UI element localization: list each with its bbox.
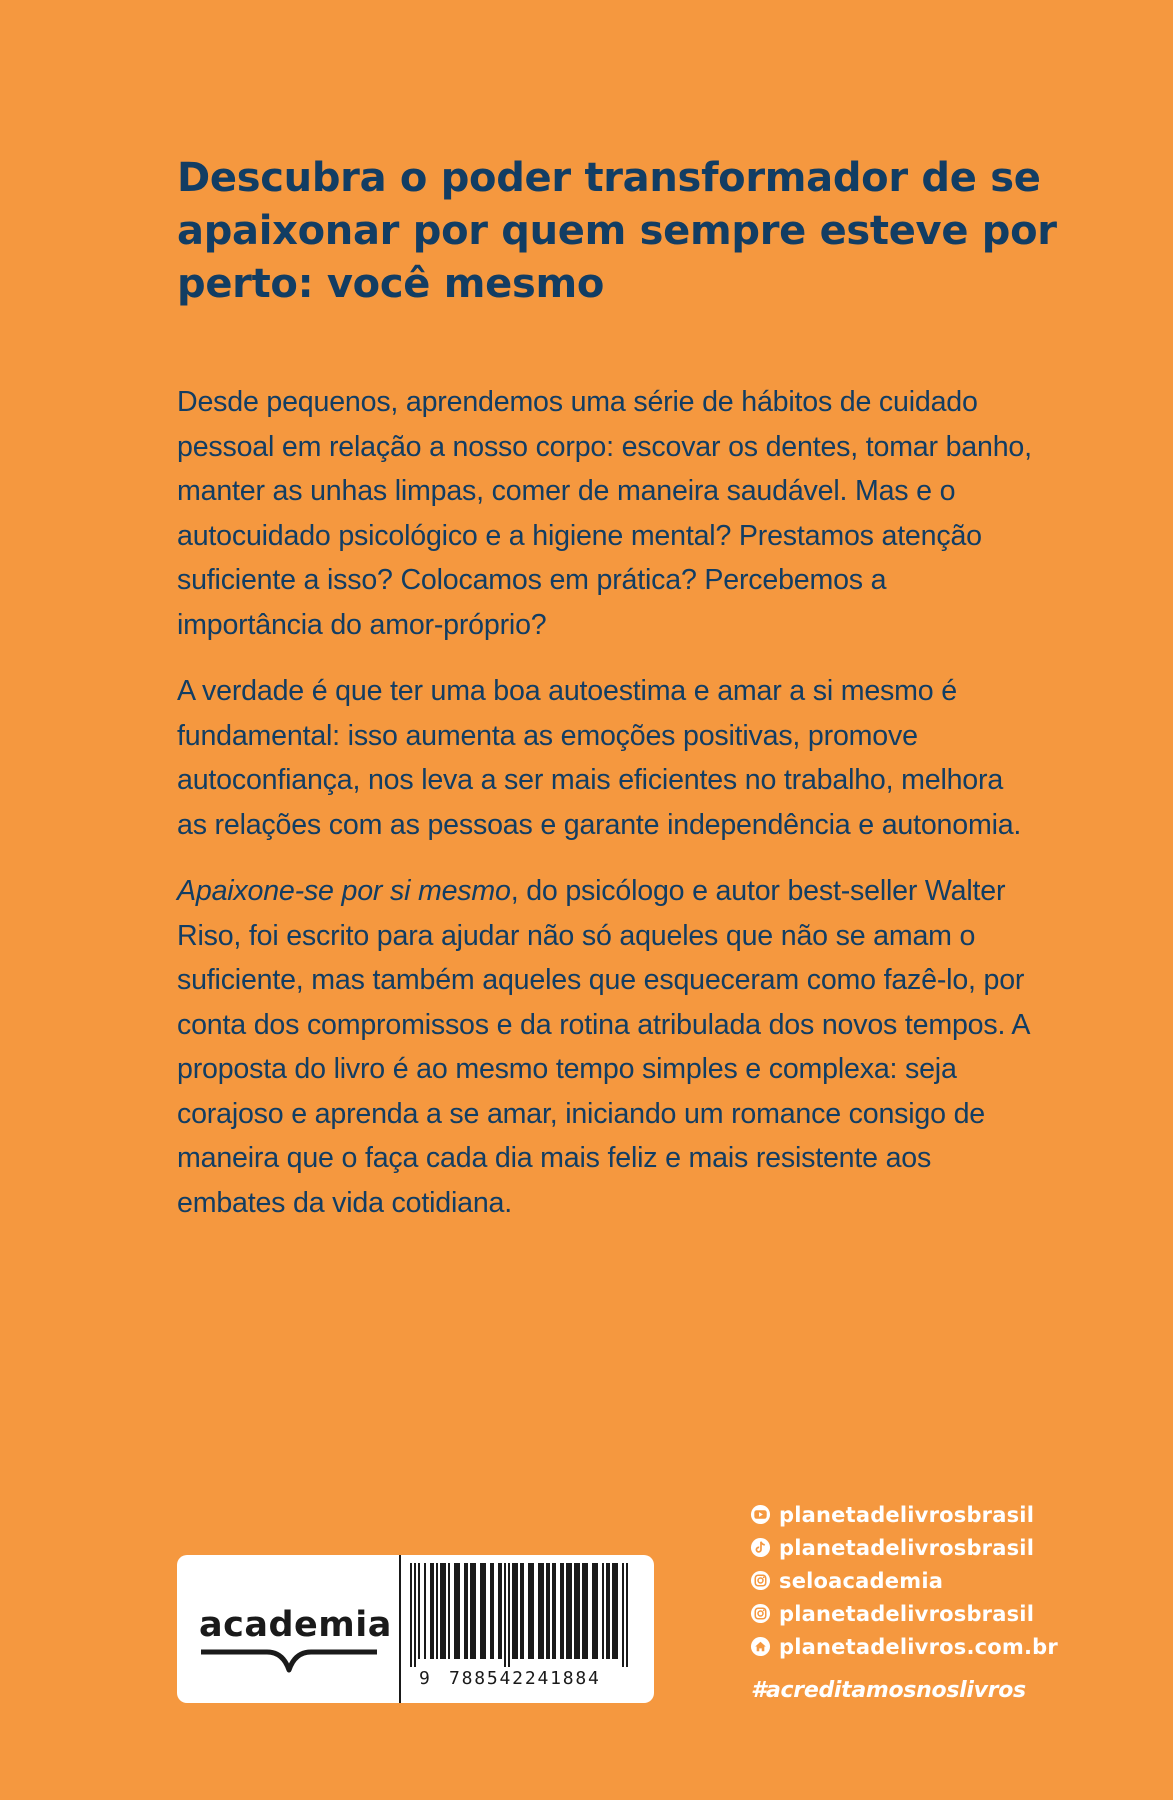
- social-links: [750, 1498, 1170, 1663]
- barcode-bar: [560, 1563, 564, 1659]
- instagram-icon: [750, 1570, 771, 1591]
- barcode-bar: [520, 1563, 524, 1659]
- paragraph-3-text: , do psicólogo e autor best-seller Walter Riso, foi escrito para ajudar não só aqueles que não se amam o suficiente, mas também aqueles que esqueceram como fazê-lo, por conta dos compromissos e da rotina atribulada dos novos tempos. A proposta do livro é ao mesmo tempo simples e complexa: seja corajoso e aprenda a se amar, iniciando um romance consigo de maneira que o faça cada dia mais feliz e mais resistente aos embates da vida cotidiana.: [177, 875, 1029, 1219]
- barcode-bar: [592, 1563, 598, 1659]
- publisher-logo-text: academia: [199, 1605, 392, 1645]
- social-label: planetadelivros.com.br: [779, 1634, 1058, 1659]
- isbn-lead-digit: 9: [419, 1668, 430, 1689]
- barcode-bar: [414, 1563, 416, 1667]
- barcode-bar: [490, 1563, 494, 1659]
- description: [177, 380, 1037, 1247]
- barcode-bar: [424, 1563, 426, 1659]
- barcode-bar: [512, 1563, 518, 1659]
- social-label: planetadelivrosbrasil: [779, 1502, 1035, 1527]
- barcode-bar: [464, 1563, 468, 1659]
- logo-book-mark-icon: [199, 1648, 379, 1678]
- barcode-bar: [454, 1563, 460, 1659]
- barcode-bar: [508, 1563, 510, 1667]
- barcode-bar: [448, 1563, 450, 1659]
- hashtag: #acreditamosnoslivros: [751, 1678, 1026, 1703]
- barcode-bar: [470, 1563, 476, 1659]
- social-label: planetadelivrosbrasil: [779, 1535, 1035, 1560]
- social-item[interactable]: [750, 1564, 1170, 1597]
- social-item[interactable]: [750, 1531, 1170, 1564]
- home-icon: [750, 1636, 771, 1657]
- barcode-bar: [622, 1563, 624, 1667]
- social-item[interactable]: [750, 1597, 1170, 1630]
- instagram-icon: [750, 1603, 771, 1624]
- paragraph-2: A verdade é que ter uma boa autoestima e amar a si mesmo é fundamental: isso aumenta as emoções positivas, promove autoconfiança, nos leva a ser mais eficientes no trabalho, melhora as relações com as pessoas e garante independência e autonomia.: [177, 675, 1022, 841]
- barcode-bar: [504, 1563, 506, 1667]
- barcode-bar: [566, 1563, 572, 1659]
- barcode-bar: [528, 1563, 534, 1659]
- barcode-bar: [480, 1563, 486, 1659]
- barcode-bar: [538, 1563, 544, 1659]
- paragraph-1: Desde pequenos, aprendemos uma série de hábitos de cuidado pessoal em relação a nosso corpo: escovar os dentes, tomar banho, manter as unhas limpas, comer de maneira saudável. Mas e o autocuidado psicológico e a higiene mental? Prestamos atenção suficiente a isso? Colocamos em prática? Percebemos a importância do amor-próprio?: [177, 386, 1032, 641]
- book-title: Apaixone-se por si mesmo: [177, 875, 511, 907]
- barcode-bar: [606, 1563, 610, 1659]
- barcode-bar: [602, 1563, 604, 1659]
- barcode-bar: [574, 1563, 580, 1659]
- social-label: planetadelivrosbrasil: [779, 1601, 1035, 1626]
- barcode-bar: [552, 1563, 556, 1659]
- youtube-icon: [750, 1504, 771, 1525]
- badge-divider: [399, 1555, 401, 1703]
- barcode-bar: [440, 1563, 446, 1659]
- tiktok-icon: [750, 1537, 771, 1558]
- barcode-bar: [418, 1563, 420, 1659]
- social-item[interactable]: [750, 1498, 1170, 1531]
- barcode-bar: [410, 1563, 412, 1667]
- headline: Descubra o poder transformador de se apaixonar por quem sempre esteve por perto: você mesmo: [177, 155, 1057, 307]
- barcode-bar: [612, 1563, 618, 1659]
- barcode-bar: [436, 1563, 438, 1659]
- barcode-bar: [498, 1563, 502, 1659]
- barcode: [406, 1563, 646, 1667]
- social-item[interactable]: [750, 1630, 1170, 1663]
- isbn-digits: 788542241884: [449, 1668, 601, 1689]
- publisher-logo: [177, 1555, 399, 1703]
- paragraph-3: [177, 869, 1037, 1225]
- barcode-bar: [626, 1563, 628, 1667]
- barcode-bar: [546, 1563, 550, 1659]
- publisher-barcode-badge: [177, 1555, 654, 1703]
- barcode-bar: [582, 1563, 588, 1659]
- barcode-bar: [430, 1563, 434, 1659]
- social-label: seloacademia: [779, 1568, 944, 1593]
